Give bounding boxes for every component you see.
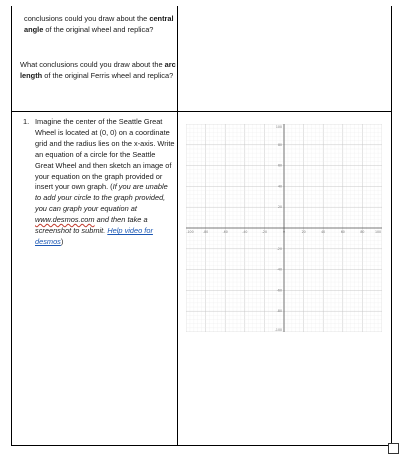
x-tick-label: -100 [186, 230, 194, 234]
y-tick-label: -40 [276, 267, 282, 272]
x-tick-label: 80 [360, 230, 365, 234]
x-tick-label: 40 [321, 230, 326, 234]
x-tick-label: -80 [202, 230, 209, 234]
x-tick-label: -40 [242, 230, 248, 234]
x-tick-label: 0 [282, 230, 286, 234]
table-right-border [391, 6, 392, 446]
y-tick-label: 20 [277, 205, 282, 210]
arc-length-term: arc length [20, 60, 176, 80]
help-video-link[interactable]: Help video for desmos [35, 226, 153, 246]
table-left-border [11, 6, 12, 446]
x-tick-label: 100 [374, 230, 382, 234]
x-tick-label: 60 [340, 230, 345, 234]
coordinate-grid[interactable] [186, 124, 382, 332]
y-tick-label: 100 [275, 125, 282, 129]
x-tick-label: 20 [301, 230, 306, 234]
y-tick-label: 40 [277, 184, 282, 189]
x-tick-label: -20 [261, 230, 268, 234]
page-corner-box [388, 443, 399, 454]
y-tick-label: -100 [274, 328, 282, 332]
row1-text-continuation: conclusions could you draw about the central angle of the original wheel and replica? [24, 14, 174, 34]
question-text: Imagine the center of the Seattle Great Wheel is located at (0, 0) on a coordinate grid and the radius lies on the x-axis. Write an equation of a circle for the Seattle Great Wheel and then sketch an image of your equation on the graph provided or insert your own graph. (If you are unable to add your circle to the graph provided, you can graph your equation at www.desmos.com and then take a screenshot to submit. Help video for desmos) [35, 117, 175, 246]
y-tick-label: -20 [276, 246, 282, 251]
y-tick-label: -80 [276, 309, 282, 314]
central-angle-term: central angle [24, 14, 174, 34]
question-number: 1. [23, 117, 30, 126]
x-tick-label: -60 [222, 230, 228, 234]
row1-question-arc-length: What conclusions could you draw about the arc length of the original Ferris wheel and replica? [20, 60, 176, 80]
y-tick-label: -60 [276, 288, 282, 293]
table-bottom-border [11, 445, 392, 446]
desmos-url[interactable]: www.desmos.com [35, 215, 95, 225]
y-tick-label: 60 [277, 163, 282, 168]
table-row-divider [11, 111, 392, 112]
y-tick-label: 80 [277, 142, 282, 147]
